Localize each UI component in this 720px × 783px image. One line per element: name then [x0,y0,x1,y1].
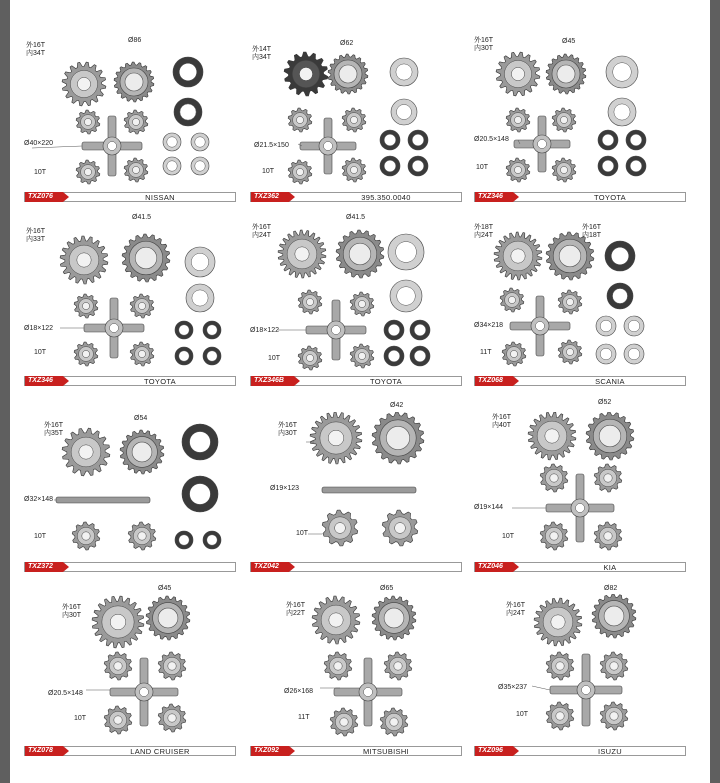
pinion-teeth: 10T [516,711,529,718]
gear-icon [558,340,582,364]
kit-code: TXZ046 [475,562,513,572]
gear-icon [62,62,106,106]
gear-kit-illustration [474,34,696,214]
thrust-washer-icon [390,280,422,312]
gear-icon [502,342,526,366]
thrust-washer-icon [410,320,430,340]
side-gear-hub-icon [122,234,170,282]
side-gear-outer-teeth: 外16T [506,602,526,609]
gear-icon [298,346,322,370]
thrust-washer-icon [175,347,193,365]
side-gear-bore: Ø62 [340,40,354,47]
thrust-washer-icon [624,344,644,364]
pin-shaft-icon [56,497,150,503]
thrust-washer-icon [384,346,404,366]
side-gear-hub-icon [114,62,154,102]
side-gear-hub-icon [372,412,424,464]
pinion-teeth: 11T [480,349,492,356]
side-gear-outer-teeth: 外16T [278,422,298,429]
gear-icon [128,522,156,550]
gear-icon [324,652,352,680]
side-gear-bore: Ø41.5 [346,214,366,221]
kit-code: TXZ068 [475,376,513,386]
gear-icon [540,522,568,550]
thrust-washer-icon [203,347,221,365]
kit-label-bar [24,192,236,202]
gear-icon [528,412,576,460]
gear-icon [546,702,574,730]
side-gear-inner-teeth: 内30T [474,45,494,52]
gear-icon [384,652,412,680]
gear-kit-illustration [250,34,472,214]
cross-shaft-size: Ø20.5×148 [474,136,509,143]
gear-icon [278,230,326,278]
thrust-washer-icon [174,98,202,126]
side-gear-hub-icon [592,594,636,638]
side-gear-outer-teeth: 外18T [474,224,494,231]
leader-line [532,686,550,690]
side-gear-outer-teeth: 外16T [474,37,494,44]
side-gear-bore: Ø82 [604,585,618,592]
kit-label-bar [474,562,686,572]
thrust-washer-icon [624,316,644,336]
side-gear-inner-teeth: 内30T [278,430,298,437]
pinion-teeth: 10T [34,169,47,176]
gear-icon [158,652,186,680]
gear-kit-illustration [24,210,246,390]
kit-label-bar [250,562,462,572]
kit-brand: NISSAN [145,193,175,202]
kit-brand: LAND CRUISER [130,747,190,756]
side-gear-outer-teeth: 外16T [492,414,512,421]
thrust-washer-icon [391,99,417,125]
kit-code: TXZ362 [251,192,289,202]
pinion-teeth: 10T [502,533,515,540]
gear-icon [350,292,374,316]
gear-icon [60,236,108,284]
kit-code: TXZ372 [25,562,63,572]
side-gear-inner-teeth: 内22T [286,610,306,617]
side-gear-outer-teeth: 外16T [44,422,64,429]
gear-icon [552,158,576,182]
side-gear-bore: Ø42 [390,402,404,409]
kit-cell [250,585,472,774]
side-gear-inner-teeth: 内24T [506,610,526,617]
thrust-washer-icon [163,133,181,151]
kit-cell [24,34,246,214]
gear-icon [600,652,628,680]
gear-icon [594,522,622,550]
cross-shaft-size: Ø26×168 [284,688,313,695]
kit-code: TXZ076 [25,192,63,202]
gear-icon [124,158,148,182]
kit-brand: ISUZU [598,747,622,756]
side-gear-inner-teeth: 内34T [26,50,46,57]
cross-shaft-size: Ø40×220 [24,140,53,147]
pinion-teeth: 11T [298,714,310,721]
thrust-washer-icon [173,57,203,87]
kit-code: TXZ092 [251,746,289,756]
side-gear-bore: Ø45 [158,585,172,592]
gear-icon [350,344,374,368]
thrust-washer-icon [380,130,400,150]
side-gear-outer-teeth: 外16T [252,224,272,231]
gear-icon [506,108,530,132]
side-gear-outer-teeth: 外16T [286,602,306,609]
gear-icon [540,464,568,492]
thrust-washer-icon [388,234,424,270]
side-gear-hub-icon [586,412,634,460]
thrust-washer-icon [607,283,633,309]
side-gear-inner-teeth: 内24T [474,232,494,239]
side-gear-bore: Ø52 [598,399,612,406]
gear-icon [92,596,144,648]
kit-code: TXZ042 [251,562,289,572]
kit-cell [474,399,696,592]
gear-kit-illustration [24,34,246,214]
gear-icon [130,342,154,366]
thrust-washer-icon [182,424,218,460]
kit-brand: KIA [603,563,617,572]
gear-icon [546,652,574,680]
side-gear-bore: Ø45 [562,38,576,45]
gear-icon [76,160,100,184]
cross-shaft-size: Ø20.5×148 [48,690,83,697]
gear-icon [158,704,186,732]
kit-cell [474,585,696,774]
kit-brand: TOYOTA [370,377,402,386]
kit-code: TXZ346 [475,192,513,202]
gear-icon [322,510,358,546]
pinion-teeth: 10T [476,164,489,171]
side-gear-bore: Ø41.5 [132,214,152,221]
thrust-washer-icon [191,157,209,175]
side-gear-bore: Ø65 [380,585,394,592]
thrust-washer-icon [596,316,616,336]
pinion-teeth: 10T [268,355,281,362]
cross-shaft-size: Ø19×144 [474,504,503,511]
kit-label-bar [24,746,236,756]
gear-icon [74,342,98,366]
kit-cell [250,34,472,214]
cross-shaft-size: Ø32×148 [24,496,53,503]
gear-icon [342,158,366,182]
gear-icon [558,290,582,314]
thrust-washer-icon [186,284,214,312]
kit-code: TXZ346B [251,376,294,386]
cross-shaft-size: Ø19×123 [270,485,299,492]
gear-icon [312,596,360,644]
kit-brand: MITSUBISHI [363,747,409,756]
kit-label-bar [474,376,686,386]
thrust-washer-icon [410,346,430,366]
kit-label-bar [250,746,462,756]
kit-label-bar [24,562,236,572]
side-gear-hub-icon [146,596,190,640]
cross-shaft-size: Ø35×237 [498,684,527,691]
thrust-washer-icon [408,130,428,150]
cross-shaft-size: Ø18×122 [24,325,53,332]
thrust-washer-icon [626,156,646,176]
kit-label-bar [474,746,686,756]
kit-cell [24,585,246,774]
thrust-washer-icon [606,56,638,88]
side-gear-hub-icon [546,54,586,94]
gear-icon [342,108,366,132]
cross-shaft-size: Ø34×218 [474,322,503,329]
kit-cell [24,412,246,592]
kit-label-bar [250,192,462,202]
kit-code: TXZ078 [25,746,63,756]
side-gear-hub-icon [336,230,384,278]
kit-code: TXZ096 [475,746,513,756]
pinion-teeth: 10T [34,349,47,356]
gear-icon [600,702,628,730]
thrust-washer-icon [408,156,428,176]
side-gear-hub-icon [372,596,416,640]
kit-brand: TOYOTA [144,377,176,386]
side-gear-hub-icon [120,430,164,474]
pinion-teeth: 10T [296,530,309,537]
side-gear-inner-teeth: 内34T [252,54,272,61]
kit-brand: TOYOTA [594,193,626,202]
thrust-washer-icon [380,156,400,176]
gear-icon [298,290,322,314]
gear-icon [288,108,312,132]
kit-code: TXZ346 [25,376,63,386]
thrust-washer-icon [182,476,218,512]
thrust-washer-icon [175,321,193,339]
gear-icon [552,108,576,132]
gear-icon [534,598,582,646]
kit-cell [24,210,246,390]
side-gear-bore: Ø54 [134,415,148,422]
side-gear-outer-teeth: 外16T [62,604,82,611]
gear-kit-illustration [250,210,472,390]
pin-shaft-icon [322,487,416,493]
pinion-teeth: 10T [262,168,275,175]
gear-icon [382,510,418,546]
kit-cell [250,210,472,390]
thrust-washer-icon [598,130,618,150]
kit-brand: SCANIA [595,377,625,386]
gear-icon [104,706,132,734]
thrust-washer-icon [626,130,646,150]
gear-icon [506,158,530,182]
kit-brand: 395.350.0040 [361,193,411,202]
gear-icon [124,110,148,134]
gear-icon [496,52,540,96]
kit-cell [250,402,472,592]
side-gear-inner-teeth: 内35T [44,430,64,437]
side-gear-bore: 外16T 内18T [582,224,602,239]
cross-shaft-size: Ø18×122 [250,327,279,334]
pinion-teeth: 10T [74,715,87,722]
thrust-washer-icon [598,156,618,176]
gear-icon [104,652,132,680]
side-gear-inner-teeth: 内24T [252,232,272,239]
thrust-washer-icon [384,320,404,340]
gear-icon [76,110,100,134]
gear-icon [74,294,98,318]
side-gear-outer-teeth: 外14T [252,46,272,53]
gear-icon [288,160,312,184]
side-gear-bore: Ø86 [128,37,142,44]
gear-icon [494,232,542,280]
kit-label-bar [24,376,236,386]
pinion-teeth: 10T [34,533,47,540]
side-gear-inner-teeth: 内40T [492,422,512,429]
kit-cell [474,210,696,390]
thrust-washer-icon [203,531,221,549]
kit-label-bar [474,192,686,202]
cross-shaft-size: Ø21.5×150 [254,142,289,149]
gear-icon [500,288,524,312]
side-gear-inner-teeth: 内30T [62,612,82,619]
kit-cell [474,34,696,214]
side-gear-inner-teeth: 内33T [26,236,46,243]
side-gear-hub-icon [328,54,368,94]
thrust-washer-icon [608,98,636,126]
thrust-washer-icon [605,241,635,271]
gear-icon [284,52,328,96]
side-gear-outer-teeth: 外16T [26,228,46,235]
kit-label-bar [250,376,462,386]
thrust-washer-icon [175,531,193,549]
thrust-washer-icon [185,247,215,277]
catalog-sheet [10,0,710,783]
thrust-washer-icon [163,157,181,175]
gear-icon [380,708,408,736]
gear-icon [594,464,622,492]
gear-icon [130,294,154,318]
thrust-washer-icon [390,58,418,86]
gear-icon [62,428,110,476]
thrust-washer-icon [596,344,616,364]
thrust-washer-icon [203,321,221,339]
side-gear-outer-teeth: 外16T [26,42,46,49]
gear-icon [330,708,358,736]
gear-icon [310,412,362,464]
thrust-washer-icon [191,133,209,151]
gear-icon [72,522,100,550]
